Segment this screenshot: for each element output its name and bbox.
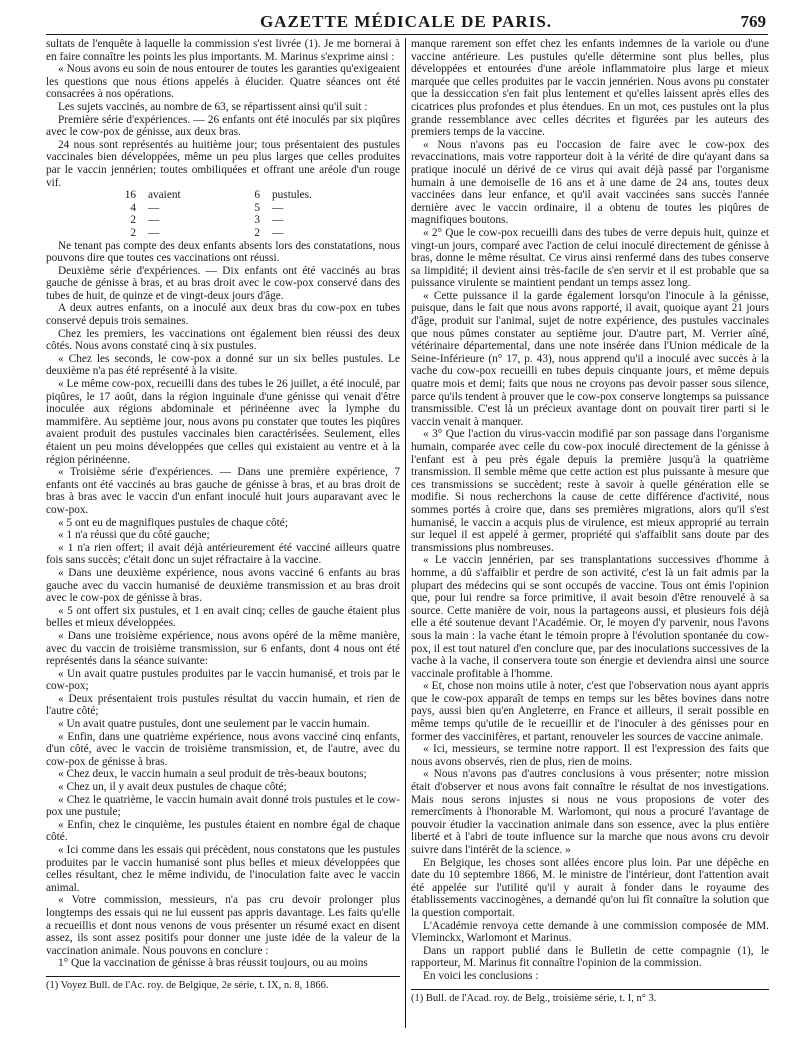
paragraph: « Le vaccin jennérien, par ses transplantations successives d'homme à homme, a dû s'affaiblir et perdre de son activité, c'est là un fait admis par la plupart des médecins qui se sont occupés de vaccine. Tous ont émis l'opinion que, pour lui rendre sa force primitive, il avait besoin d'être renouvelé à sa source. Cette manière de voir, nous la partageons aussi, et plusieurs fois déjà elle a été soutenue devant l'Académie. Or, le moyen d'y parvenir, nous l'avons sous la main : la vache étant le témoin propre à l'évolution spontanée du cow-pox, il est tout naturel d'en conclure que, par des inoculations successives de la vache à la vache, il conservera toute son énergie et deviendra ainsi une source vaccinale profitable à l'homme. <box>411 554 769 680</box>
tally-number: 3 <box>254 214 260 227</box>
tally-count: 4 <box>130 201 136 214</box>
footnote: (1) Voyez Bull. de l'Ac. roy. de Belgique, 2e série, t. IX, n. 8, 1866. <box>46 979 329 991</box>
tally-row <box>46 214 400 227</box>
paragraph: « Enfin, chez le cinquième, les pustules étaient en nombre égal de chaque côté. <box>46 818 400 844</box>
paragraph: « Enfin, dans une quatrième expérience, nous avons vacciné cinq enfants, d'un côté, avec le vaccin de troisième transmission, et, de l'autre, avec du cow-pox de génisse à bras. <box>46 730 400 768</box>
paragraph: « Le même cow-pox, recueilli dans des tubes le 26 juillet, a été inoculé, par piqûres, le 17 août, dans la région inguinale d'une génisse qui venait d'être inoculée aux régions abdominale et périnéenne avec la lymphe du mammifère. Au septième jour, nous avons pu constater que toutes les piqûres avaient produit des pustules vaccinales bien caractérisées. Seulement, elles étaient un peu moins développées que celles qui existaient au ventre et à la région périnéenne. <box>46 378 400 466</box>
tally-verb: avaient <box>148 189 181 202</box>
left-column <box>46 38 400 1028</box>
tally-unit: pustules. <box>272 189 312 202</box>
paragraph: « Nous n'avons pas eu l'occasion de faire avec le cow-pox des revaccinations, mais votre rapporteur doit à la vérité de dire qu'ayant dans sa pratique inoculé un dérivé de ce virus qui avait déjà passé par l'organisme humain à une demoiselle de 16 ans et à une dame de 24 ans, toutes deux vaccinées dans leur enfance, et qu'il avait vaccinées sans succès l'année dernière avec le vaccin ordinaire, il a obtenu de toutes les piqûres de magnifiques boutons. <box>411 138 769 227</box>
tally-verb: — <box>148 201 160 214</box>
paragraph: « Votre commission, messieurs, n'a pas cru devoir prolonger plus longtemps des essais qui ne lui eussent pas appris davantage. Les faits qu'elle a recueillis et dont nous venons de vous présenter un résumé exact en disent assez, ils sont assez positifs pour donner une juste idée de la valeur de la vaccination animale. Nous pouvons en conclure : <box>46 894 400 957</box>
tally-count: 2 <box>130 214 136 227</box>
tally-number: 6 <box>254 189 260 202</box>
column-rule <box>405 38 406 1028</box>
footnote-rule <box>411 989 769 990</box>
paragraph: « Dans une troisième expérience, nous avons opéré de la même manière, avec du vaccin de troisième transmission, sur 6 enfants, dont 4 nous ont été représentés dans la séance suivante: <box>46 629 400 668</box>
paragraph: Chez les premiers, les vaccinations ont également bien réussi des deux côtés. Nous avons constaté cinq à six pustules. <box>46 327 400 353</box>
paragraph: « Ici comme dans les essais qui précèdent, nous constatons que les pustules produites par le vaccin humanisé sont plus belles et mieux développées que celles résultant, chez le même individu, de l'inoculation faite avec le vaccin animal. <box>46 844 400 894</box>
header-rule <box>46 34 768 35</box>
paragraph: « Un avait quatre pustules produites par le vaccin humanisé, et trois par le cow-pox; <box>46 667 400 693</box>
paragraph: sultats de l'enquête à laquelle la commission s'est livrée (1). Je me bornerai à en faire connaître les points les plus importants. M. Marinus s'exprime ainsi : <box>46 38 400 63</box>
paragraph: « Cette puissance il la garde également lorsqu'on l'inocule à la génisse, puisque, dans le fait que nous avons rapporté, il avait, quoique ayant 21 jours d'âge, produit sur l'animal, sujet de notre expérience, des pustules vaccinales que nous pûmes constater au septième jour. D'autre part, M. Verrier aîné, vétérinaire départemental, dans une note insérée dans l'Union médicale de la Seine-Inférieure (n° 17, p. 43), nous apprend qu'il a inoculé avec succès à la vache du cow-pox recueilli en tubes depuis cinquante jours, et même depuis quatre mois et demi; faits que nous ne croyons pas devoir passer sous silence, parce qu'ils tendent à prouver que le cow-pox conserve longtemps sa puissance transmissible. C'est là un précieux avantage dont on pouvait tirer parti si le vaccin venait à manquer. <box>411 289 769 428</box>
tally-count: 16 <box>124 189 136 202</box>
page-number: 769 <box>740 12 766 31</box>
running-title: GAZETTE MÉDICALE DE PARIS. <box>259 12 553 31</box>
footnote: (1) Bull. de l'Acad. roy. de Belg., troisième série, t. I, n° 3. <box>411 992 657 1004</box>
paragraph: « Chez les seconds, le cow-pox a donné sur un six belles pustules. Le deuxième n'a pas été représenté à la visite. <box>46 352 400 378</box>
tally-unit: — <box>272 226 284 239</box>
paragraph: « Chez deux, le vaccin humain a seul produit de très-beaux boutons; <box>58 768 367 781</box>
tally-count: 2 <box>130 226 136 239</box>
paragraph: 24 nous sont représentés au huitième jour; tous présentaient des pustules vaccinales bien développées, même un peu plus larges que celles produites par le vaccin jennérien; toutes ombiliquées et offrant une aréole d'un rouge vif. <box>46 138 400 189</box>
paragraph: « Nous n'avons pas d'autres conclusions à vous présenter; notre mission était d'observer et nous avons fait connaître le résultat de nos investigations. Mais nous serons injustes si nous ne vous proposions de voter des remercîments à l'honorable M. Warlomont, qui nous a procuré l'avantage de pouvoir étudier la vaccination animale dans son essence, avec la plus entière liberté et à l'abri de toute influence sur la marche que nous avons cru devoir suivre dans l'intérêt de la science. » <box>411 768 769 856</box>
paragraph: « Chez un, il y avait deux pustules de chaque côté; <box>58 781 287 794</box>
paragraph: « 1 n'a rien offert; il avait déjà antérieurement été vacciné ailleurs quatre fois sans succès; c'était donc un sujet réfractaire à la vaccine. <box>46 541 400 567</box>
paragraph: 1° Que la vaccination de génisse à bras réussit toujours, ou au moins <box>58 957 368 970</box>
paragraph: « 5 ont eu de magnifiques pustules de chaque côté; <box>58 516 288 529</box>
paragraph: « Ici, messieurs, se termine notre rapport. Il est l'expression des faits que nous avons observés, rien de plus, rien de moins. <box>411 743 769 768</box>
paragraph: A deux autres enfants, on a inoculé aux deux bras du cow-pox en tubes conservé depuis trois semaines. <box>46 302 400 328</box>
paragraph: « 3° Que l'action du virus-vaccin modifié par son passage dans l'organisme humain, comparée avec celle du cow-pox inoculé directement de la génisse à l'enfant est à peu près égale depuis la première jusqu'à la quatrième transmission. Il semble même que cette action est plus puissante à mesure que ces transmissions se succèdent; reste à savoir à quelle génération elle se modifie. Si nous recherchons la cause de cette différence d'activité, nous sommes portés à croire que, dans ses premières migrations, alors qu'il s'est humanisé, le vaccin a acquis plus de virulence, est mieux approprié au terrain sur lequel il est appelé à germer, propriété qui s'affaiblit sans doute par des transmissions plus nombreuses. <box>411 428 769 554</box>
paragraph: En Belgique, les choses sont allées encore plus loin. Par une dépêche en date du 10 septembre 1866, M. le ministre de l'intérieur, dont l'attention avait été appelée sur l'utilité qu'il y aurait à fonder dans le royaume des établissements vaccinogènes, a demandé qu'on lui fît connaître la solution que la question comportait. <box>411 856 769 919</box>
right-column <box>411 38 769 1028</box>
paragraph: « 5 ont offert six pustules, et 1 en avait cinq; celles de gauche étaient plus belles et mieux développées. <box>46 604 400 630</box>
paragraph: « Deux présentaient trois pustules résultat du vaccin humain, et rien de l'autre côté; <box>46 692 400 718</box>
paragraph: « Nous avons eu soin de nous entourer de toutes les garanties qu'exigeaient les questions que nous étions appelés à élucider. Quatre séances ont été consacrées à nos opérations. <box>46 63 400 101</box>
paragraph: Les sujets vaccinés, au nombre de 63, se répartissent ainsi qu'il suit : <box>58 100 368 113</box>
paragraph: Ne tenant pas compte des deux enfants absents lors des constatations, nous pouvons dire que toutes ces vaccinations ont réussi. <box>46 239 400 265</box>
paragraph: « Chez le quatrième, le vaccin humain avait donné trois pustules et le cow-pox une pustule; <box>46 793 400 819</box>
paragraph: Dans un rapport publié dans le Bulletin de cette compagnie (1), le rapporteur, M. Marinus fit connaître l'opinion de la commission. <box>411 944 769 970</box>
paragraph: « Troisième série d'expériences. — Dans une première expérience, 7 enfants ont été vaccinés au bras gauche de génisse à bras, et au bras droit de bras à bras avec le vaccin d'un enfant inoculé huit jours auparavant avec le cow-pox. <box>46 466 400 516</box>
tally-number: 2 <box>254 226 260 239</box>
paragraph: « Un avait quatre pustules, dont une seulement par le vaccin humain. <box>58 718 370 731</box>
paragraph: « Et, chose non moins utile à noter, c'est que l'observation nous ayant appris que le cow-pox apparaît de temps en temps sur les bêtes bovines dans notre pays, aussi bien qu'en Angleterre, en France et ailleurs, il serait possible en même temps qu'utile de le recueillir et de l'inoculer à des génisses pour en former des vaccinifères, et partant, renouveler les sources de vaccine animale. <box>411 680 769 743</box>
paragraph: Deuxième série d'expériences. — Dix enfants ont été vaccinés au bras gauche de génisse à bras, et au bras droit avec le cow-pox conservé dans des tubes de huit, de quinze et de vingt-deux jours d'âge. <box>46 264 400 302</box>
tally-verb: — <box>148 226 160 239</box>
tally-row <box>46 189 400 202</box>
page-header <box>46 10 766 36</box>
paragraph: « Dans une deuxième expérience, nous avons vacciné 6 enfants au bras gauche avec du vaccin humanisé de deuxième transmission et au bras droit avec le cow-pox de génisse à bras. <box>46 566 400 605</box>
paragraph: En voici les conclusions : <box>423 969 539 982</box>
tally-verb: — <box>148 214 160 227</box>
tally-unit: — <box>272 201 284 214</box>
paragraph: Première série d'expériences. — 26 enfants ont été inoculés par six piqûres avec le cow-pox de génisse, aux deux bras. <box>46 113 400 139</box>
paragraph: L'Académie renvoya cette demande à une commission composée de MM. Vleminckx, Warlomont et Marinus. <box>411 919 769 945</box>
paragraph: « 1 n'a réussi que du côté gauche; <box>58 529 210 542</box>
tally-row <box>46 202 400 215</box>
paragraph: « 2° Que le cow-pox recueilli dans des tubes de verre depuis huit, quinze et vingt-un jours, comparé avec l'action de celui inoculé directement de génisse à bras, donne le même résultat. Ce virus ainsi renfermé dans des tubes conserve sa limpidité; il devient ainsi très-facile de s'en servir et il est probable que sa puissance virulente se maintient pendant un temps assez long. <box>411 226 769 290</box>
footnote-rule <box>46 976 400 977</box>
paragraph: manque rarement son effet chez les enfants indemnes de la variole ou d'une vaccine antérieure. Les pustules qu'elle détermine sont plus belles, plus développées et entourées d'une aréole inflammatoire plus large et mieux marquée que celles produites par le vaccin jennérien. Nous avons pu constater que la dessiccation s'en fait plus lentement et qu'elles laissent après elles des cicatrices plus profondes et plus étendues. En un mot, ces pustules ont la plus grande ressemblance avec celles décrites et figurées par les auteurs des premiers temps de la vaccine. <box>411 38 769 139</box>
tally-row <box>46 227 400 240</box>
tally-number: 5 <box>254 201 260 214</box>
tally-unit: — <box>272 214 284 227</box>
